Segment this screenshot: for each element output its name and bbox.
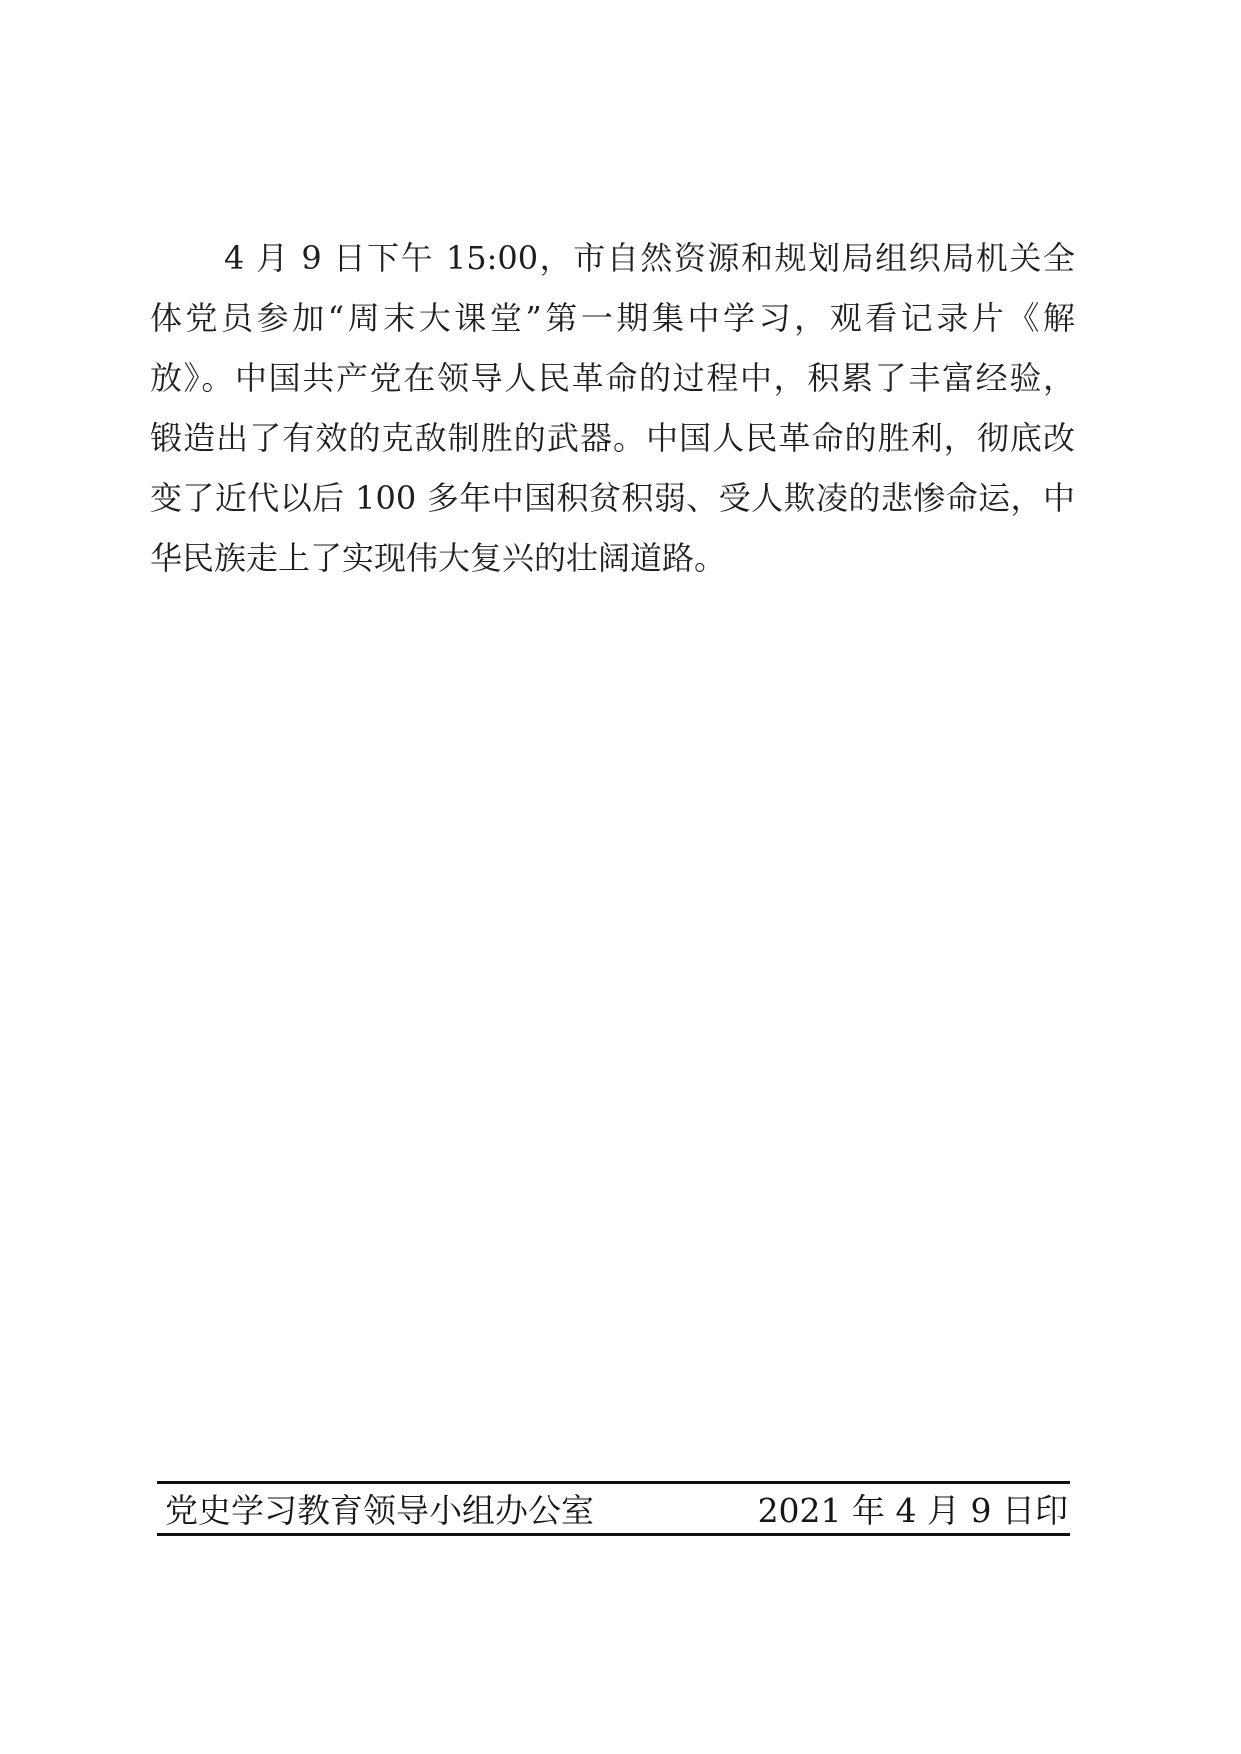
paragraph-line-3: 放》。中国共产党在领导人民革命的过程中，积累了丰富经验， [150, 359, 1075, 397]
paragraph-line-6: 华民族走上了实现伟大复兴的壮阔道路。 [150, 539, 727, 577]
paragraph-line-5: 变了近代以后 100 多年中国积贫积弱、受人欺凌的悲惨命运，中 [150, 479, 1075, 517]
paragraph-line-4: 锻造出了有效的克敌制胜的武器。中国人民革命的胜利，彻底改 [150, 419, 1075, 457]
footer-bottom-rule [157, 1533, 1070, 1536]
paragraph-line-2: 体党员参加“周末大课堂”第一期集中学习，观看记录片《解 [150, 299, 1075, 337]
paragraph-line-1: 4 月 9 日下午 15:00，市自然资源和规划局组织局机关全 [224, 239, 1075, 277]
body-paragraph [150, 228, 1075, 588]
footer-block [157, 1481, 1070, 1536]
footer-print-date: 2021 年 4 月 9 日印 [757, 1491, 1068, 1530]
footer-row [157, 1484, 1070, 1533]
footer-issuer-label: 党史学习教育领导小组办公室 [165, 1491, 594, 1530]
